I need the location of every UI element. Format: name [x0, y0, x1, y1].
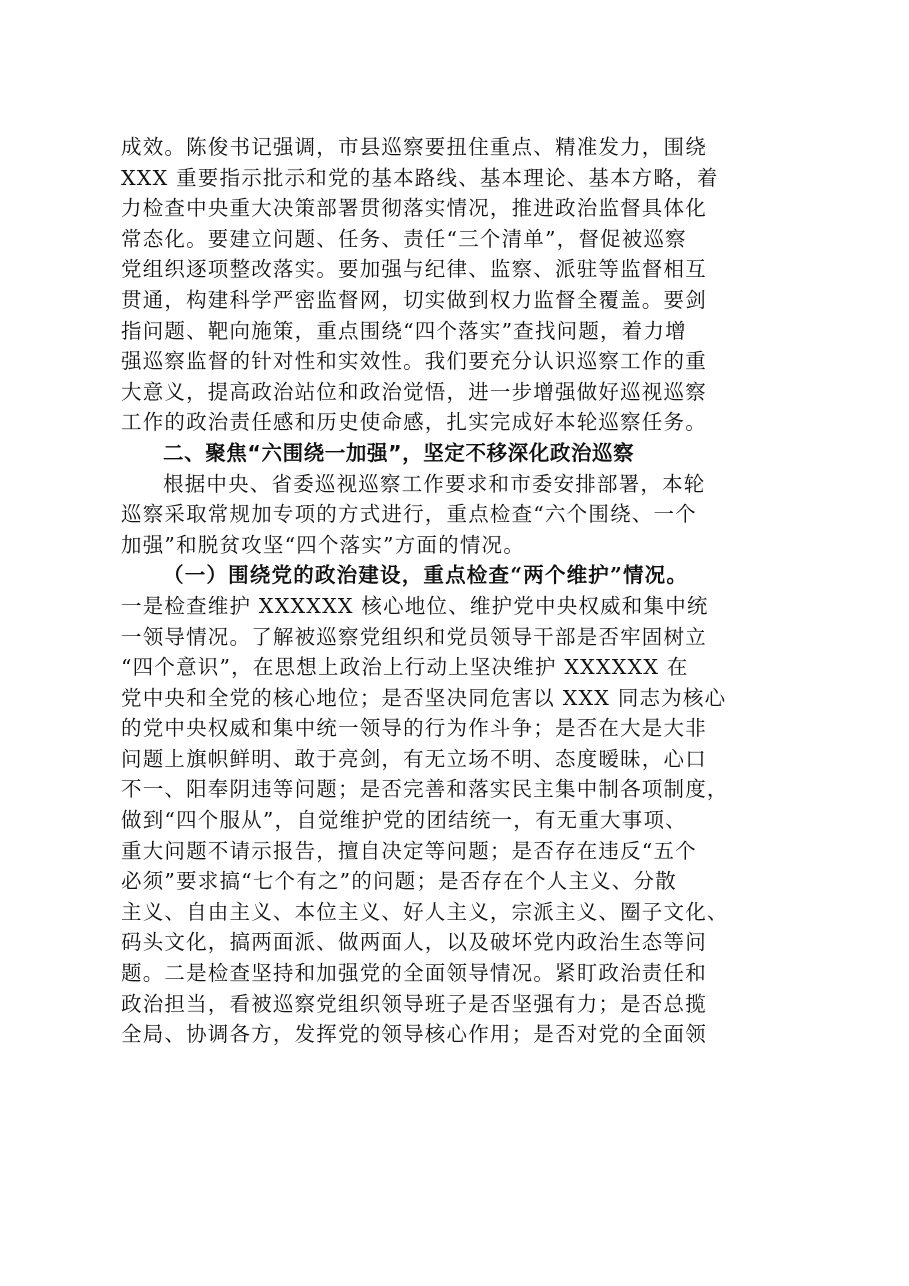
- section-heading: 二、聚焦“六围绕一加强”，坚定不移深化政治巡察: [163, 440, 635, 465]
- paragraph-line: 党组织逐项整改落实。要加强与纪律、监察、派驻等监督相互: [121, 257, 707, 282]
- paragraph-line: 大意义，提高政治站位和政治觉悟，进一步增强做好巡视巡察: [121, 379, 707, 404]
- paragraph-line: 问题上旗帜鲜明、敢于亮剑，有无立场不明、态度暧昧，心口: [121, 746, 707, 771]
- paragraph-1: [121, 132, 791, 438]
- paragraph-line: XXX 重要指示批示和党的基本路线、基本理论、基本方略，着: [121, 165, 719, 190]
- document-body: [121, 132, 791, 1050]
- paragraph-line: 码头文化，搞两面派、做两面人，以及破坏党内政治生态等问: [121, 930, 707, 955]
- paragraph-2: [121, 469, 791, 561]
- paragraph-line: 政治担当，看被巡察党组织领导班子是否坚强有力；是否总揽: [121, 991, 707, 1016]
- subsection-heading: （一）围绕党的政治建设，重点检查“两个维护”情况。: [163, 563, 689, 588]
- paragraph-line: 的党中央权威和集中统一领导的行为作斗争；是否在大是大非: [121, 716, 707, 741]
- paragraph-line: 加强”和脱贫攻坚“四个落实”方面的情况。: [121, 532, 525, 557]
- paragraph-line: 力检查中央重大决策部署贯彻落实情况，推进政治监督具体化: [121, 196, 707, 221]
- paragraph-line: 主义、自由主义、本位主义、好人主义，宗派主义、圈子文化、: [121, 899, 729, 924]
- paragraph-line: 不一、阳奉阴违等问题；是否完善和落实民主集中制各项制度，: [121, 777, 729, 802]
- paragraph-line: 指问题、靶向施策，重点围绕“四个落实”查找问题，着力增: [121, 318, 687, 343]
- paragraph-3: [121, 591, 791, 1050]
- paragraph-line: 根据中央、省委巡视巡察工作要求和市委安排部署，本轮: [163, 471, 706, 496]
- paragraph-line: 一是检查维护 XXXXXX 核心地位、维护党中央权威和集中统: [121, 593, 709, 618]
- paragraph-line: 必须”要求搞“七个有之”的问题；是否存在个人主义、分散: [121, 869, 677, 894]
- paragraph-line: “四个意识”，在思想上政治上行动上坚决维护 XXXXXX 在: [121, 655, 689, 680]
- paragraph-line: 成效。陈俊书记强调，市县巡察要扭住重点、精准发力，围绕: [121, 135, 707, 159]
- paragraph-line: 党中央和全党的核心地位；是否坚决同危害以 XXX 同志为核心: [121, 685, 727, 710]
- paragraph-line: 巡察采取常规加专项的方式进行，重点检查“六个围绕、一个: [121, 502, 697, 527]
- paragraph-line: 题。二是检查坚持和加强党的全面领导情况。紧盯政治责任和: [121, 961, 707, 986]
- paragraph-line: 强巡察监督的针对性和实效性。我们要充分认识巡察工作的重: [121, 349, 707, 374]
- paragraph-line: 做到“四个服从”，自觉维护党的团结统一，有无重大事项、: [121, 808, 687, 833]
- paragraph-line: 全局、协调各方，发挥党的领导核心作用；是否对党的全面领: [121, 1022, 707, 1047]
- paragraph-line: 工作的政治责任感和历史使命感，扎实完成好本轮巡察任务。: [121, 410, 707, 435]
- paragraph-line: 一领导情况。了解被巡察党组织和党员领导干部是否牢固树立: [121, 624, 707, 649]
- paragraph-line: 贯通，构建科学严密监督网，切实做到权力监督全覆盖。要剑: [121, 287, 707, 312]
- paragraph-line: 常态化。要建立问题、任务、责任“三个清单”，督促被巡察: [121, 226, 687, 251]
- paragraph-line: 重大问题不请示报告，擅自决定等问题；是否存在违反“五个: [121, 838, 697, 863]
